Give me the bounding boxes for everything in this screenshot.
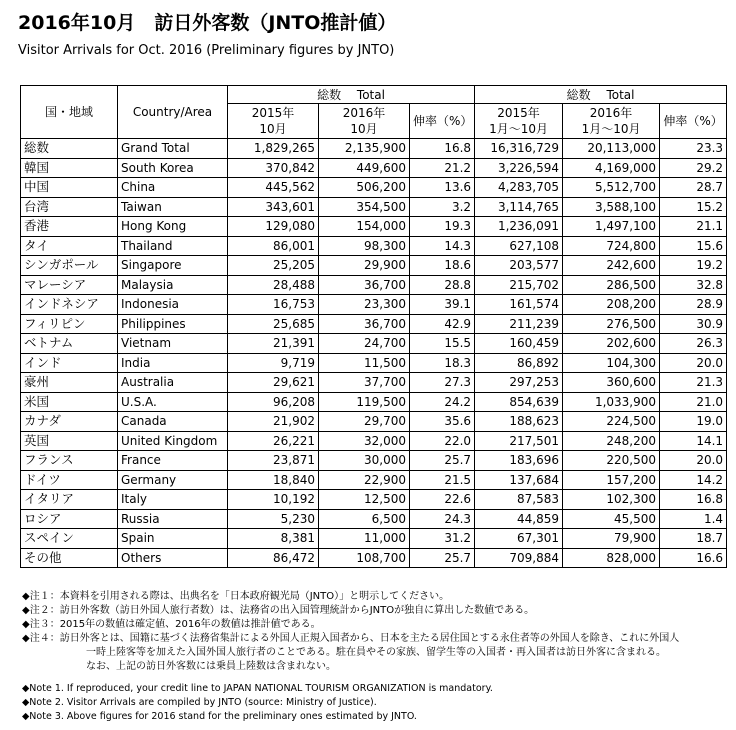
header-cum-2016-line1: 2016年 — [589, 106, 633, 120]
table-row — [21, 197, 727, 217]
ytd-growth-cell: 26.3 — [660, 334, 727, 354]
ytd-growth-cell: 15.6 — [660, 236, 727, 256]
ytd-2015-cell: 211,239 — [475, 314, 563, 334]
region-en-cell: Italy — [118, 490, 228, 510]
ytd-growth-cell: 16.8 — [660, 490, 727, 510]
ytd-2015-cell: 161,574 — [475, 295, 563, 315]
table-row-total — [21, 139, 727, 159]
region-en-cell: Vietnam — [118, 334, 228, 354]
region-en-cell: Singapore — [118, 256, 228, 276]
ytd-growth-cell: 20.0 — [660, 353, 727, 373]
header-month-2016-line1: 2016年 — [342, 106, 386, 120]
region-jp-cell: 米国 — [21, 392, 118, 412]
notes-japanese — [22, 590, 722, 674]
table-row — [21, 451, 727, 471]
ytd-2016-cell: 1,497,100 — [563, 217, 660, 237]
oct-growth-cell: 19.3 — [410, 217, 475, 237]
ytd-2015-cell: 709,884 — [475, 548, 563, 568]
header-month-2015-line1: 2015年 — [251, 106, 295, 120]
oct-2015-cell: 8,381 — [228, 529, 319, 549]
ytd-growth-cell: 32.8 — [660, 275, 727, 295]
region-en-cell: Thailand — [118, 236, 228, 256]
table-row — [21, 509, 727, 529]
ytd-2015-cell: 854,639 — [475, 392, 563, 412]
region-en-cell: Indonesia — [118, 295, 228, 315]
ytd-2016-cell: 102,300 — [563, 490, 660, 510]
region-en-cell: Canada — [118, 412, 228, 432]
ytd-growth-cell: 15.2 — [660, 197, 727, 217]
ytd-2015-cell: 44,859 — [475, 509, 563, 529]
note-en-2: ◆Note 2. Visitor Arrivals are compiled by JNTO (source: Ministry of Justice). — [22, 697, 377, 708]
region-en-cell: Taiwan — [118, 197, 228, 217]
oct-2016-cell: 108,700 — [319, 548, 410, 568]
ytd-2015-cell: 87,583 — [475, 490, 563, 510]
oct-2015-cell: 96,208 — [228, 392, 319, 412]
region-en-cell: India — [118, 353, 228, 373]
note-jp-2: ◆注２：訪日外客数（訪日外国人旅行者数）は、法務省の出入国管理統計からJNTOが独自に算出した数値である。 — [22, 605, 535, 616]
oct-2015-cell: 25,685 — [228, 314, 319, 334]
oct-2015-cell: 129,080 — [228, 217, 319, 237]
table-row — [21, 295, 727, 315]
ytd-2015-cell: 3,114,765 — [475, 197, 563, 217]
oct-2015-cell: 86,472 — [228, 548, 319, 568]
oct-2015-cell: 10,192 — [228, 490, 319, 510]
ytd-2016-cell: 5,512,700 — [563, 178, 660, 198]
oct-growth-cell: 13.6 — [410, 178, 475, 198]
ytd-2016-cell: 828,000 — [563, 548, 660, 568]
oct-2016-cell: 154,000 — [319, 217, 410, 237]
oct-growth-cell: 39.1 — [410, 295, 475, 315]
oct-2015-cell: 9,719 — [228, 353, 319, 373]
ytd-2016-cell: 224,500 — [563, 412, 660, 432]
region-en-cell: France — [118, 451, 228, 471]
ytd-growth-cell: 16.6 — [660, 548, 727, 568]
ytd-2016-cell: 276,500 — [563, 314, 660, 334]
oct-2016-cell: 98,300 — [319, 236, 410, 256]
region-en-cell: Hong Kong — [118, 217, 228, 237]
ytd-growth-cell: 19.2 — [660, 256, 727, 276]
ytd-2015-cell: 67,301 — [475, 529, 563, 549]
ytd-growth-cell: 28.9 — [660, 295, 727, 315]
region-jp-cell: インドネシア — [21, 295, 118, 315]
oct-growth-cell: 22.0 — [410, 431, 475, 451]
oct-2015-cell: 18,840 — [228, 470, 319, 490]
table-row — [21, 412, 727, 432]
oct-growth-cell: 3.2 — [410, 197, 475, 217]
header-region-en: Country/Area — [118, 86, 228, 139]
region-jp-cell: カナダ — [21, 412, 118, 432]
ytd-2016-cell: 20,113,000 — [563, 139, 660, 159]
note-en-1: ◆Note 1. If reproduced, your credit line to JAPAN NATIONAL TOURISM ORGANIZATION is mandatory. — [22, 683, 493, 694]
oct-growth-cell: 24.2 — [410, 392, 475, 412]
ytd-2016-cell: 220,500 — [563, 451, 660, 471]
oct-growth-cell: 14.3 — [410, 236, 475, 256]
region-en-cell: China — [118, 178, 228, 198]
oct-growth-cell: 21.5 — [410, 470, 475, 490]
ytd-2016-cell: 4,169,000 — [563, 158, 660, 178]
ytd-growth-cell: 21.0 — [660, 392, 727, 412]
table-row — [21, 178, 727, 198]
page-subtitle: Visitor Arrivals for Oct. 2016 (Preliminary figures by JNTO) — [18, 43, 395, 58]
header-month-2016-line2: 10月 — [350, 122, 378, 136]
oct-2016-cell: 449,600 — [319, 158, 410, 178]
oct-growth-cell: 31.2 — [410, 529, 475, 549]
region-jp-cell: タイ — [21, 236, 118, 256]
region-jp-cell: シンガポール — [21, 256, 118, 276]
table-row — [21, 470, 727, 490]
ytd-2015-cell: 215,702 — [475, 275, 563, 295]
region-jp-cell: 香港 — [21, 217, 118, 237]
oct-2015-cell: 26,221 — [228, 431, 319, 451]
region-en-cell: U.S.A. — [118, 392, 228, 412]
oct-2015-cell: 343,601 — [228, 197, 319, 217]
region-jp-cell: その他 — [21, 548, 118, 568]
oct-2016-cell: 11,000 — [319, 529, 410, 549]
table-row — [21, 158, 727, 178]
oct-2015-cell: 21,902 — [228, 412, 319, 432]
note-jp-4: ◆注４：訪日外客とは、国籍に基づく法務省集計による外国人正規入国者から、日本を主たる居住国とする永住者等の外国人を除き、これに外国人 — [22, 633, 680, 644]
oct-2016-cell: 36,700 — [319, 275, 410, 295]
oct-2016-cell: 32,000 — [319, 431, 410, 451]
table-row — [21, 373, 727, 393]
region-jp-cell: ドイツ — [21, 470, 118, 490]
header-cum-2015-line2: 1月～10月 — [489, 122, 548, 136]
oct-2016-cell: 6,500 — [319, 509, 410, 529]
region-jp-cell: イタリア — [21, 490, 118, 510]
header-cum-2016-line2: 1月～10月 — [581, 122, 641, 136]
oct-2015-cell: 28,488 — [228, 275, 319, 295]
oct-2016-cell: 119,500 — [319, 392, 410, 412]
oct-growth-cell: 22.6 — [410, 490, 475, 510]
note-jp-4-cont: 一時上陸客等を加えた入国外国人旅行者のことである。駐在員やその家族、留学生等の入国者・再入国者は訪日外客に含まれる。 — [86, 647, 666, 658]
region-jp-cell: マレーシア — [21, 275, 118, 295]
region-en-cell: Australia — [118, 373, 228, 393]
ytd-2016-cell: 1,033,900 — [563, 392, 660, 412]
ytd-growth-cell: 14.1 — [660, 431, 727, 451]
region-en-cell: United Kingdom — [118, 431, 228, 451]
oct-2015-cell: 5,230 — [228, 509, 319, 529]
ytd-2016-cell: 202,600 — [563, 334, 660, 354]
oct-2015-cell: 16,753 — [228, 295, 319, 315]
region-en-cell: Malaysia — [118, 275, 228, 295]
table-row — [21, 314, 727, 334]
ytd-growth-cell: 30.9 — [660, 314, 727, 334]
header-month-growth: 伸率（%） — [410, 104, 475, 139]
region-en-cell: Grand Total — [118, 139, 228, 159]
region-en-cell: Russia — [118, 509, 228, 529]
ytd-2016-cell: 208,200 — [563, 295, 660, 315]
ytd-2016-cell: 3,588,100 — [563, 197, 660, 217]
ytd-2016-cell: 248,200 — [563, 431, 660, 451]
oct-2016-cell: 12,500 — [319, 490, 410, 510]
header-month-2016 — [319, 104, 410, 139]
region-jp-cell: 台湾 — [21, 197, 118, 217]
oct-growth-cell: 21.2 — [410, 158, 475, 178]
ytd-growth-cell: 19.0 — [660, 412, 727, 432]
ytd-growth-cell: 14.2 — [660, 470, 727, 490]
header-cum-2015-line1: 2015年 — [497, 106, 540, 120]
table-row — [21, 256, 727, 276]
region-jp-cell: インド — [21, 353, 118, 373]
oct-2016-cell: 11,500 — [319, 353, 410, 373]
ytd-2015-cell: 627,108 — [475, 236, 563, 256]
table-row — [21, 275, 727, 295]
oct-2015-cell: 1,829,265 — [228, 139, 319, 159]
oct-2015-cell: 370,842 — [228, 158, 319, 178]
ytd-2016-cell: 724,800 — [563, 236, 660, 256]
header-month-2015 — [228, 104, 319, 139]
region-jp-cell: フランス — [21, 451, 118, 471]
region-jp-cell: 英国 — [21, 431, 118, 451]
oct-growth-cell: 28.8 — [410, 275, 475, 295]
ytd-growth-cell: 21.3 — [660, 373, 727, 393]
ytd-2015-cell: 188,623 — [475, 412, 563, 432]
ytd-2015-cell: 297,253 — [475, 373, 563, 393]
ytd-2016-cell: 286,500 — [563, 275, 660, 295]
oct-2015-cell: 86,001 — [228, 236, 319, 256]
region-jp-cell: ベトナム — [21, 334, 118, 354]
region-jp-cell: 韓国 — [21, 158, 118, 178]
oct-2015-cell: 21,391 — [228, 334, 319, 354]
table-row — [21, 334, 727, 354]
table-row — [21, 548, 727, 568]
oct-2016-cell: 36,700 — [319, 314, 410, 334]
oct-2016-cell: 506,200 — [319, 178, 410, 198]
ytd-growth-cell: 28.7 — [660, 178, 727, 198]
table-row — [21, 431, 727, 451]
region-jp-cell: 豪州 — [21, 373, 118, 393]
region-jp-cell: フィリピン — [21, 314, 118, 334]
region-en-cell: Spain — [118, 529, 228, 549]
oct-2016-cell: 354,500 — [319, 197, 410, 217]
oct-2016-cell: 30,000 — [319, 451, 410, 471]
oct-2015-cell: 25,205 — [228, 256, 319, 276]
oct-2016-cell: 23,300 — [319, 295, 410, 315]
table-row — [21, 236, 727, 256]
header-row-1 — [21, 86, 727, 104]
ytd-growth-cell: 21.1 — [660, 217, 727, 237]
ytd-growth-cell: 18.7 — [660, 529, 727, 549]
table-row — [21, 353, 727, 373]
ytd-growth-cell: 29.2 — [660, 158, 727, 178]
oct-2016-cell: 24,700 — [319, 334, 410, 354]
note-jp-4-cont2: なお、上記の訪日外客数には乗員上陸数は含まれない。 — [86, 661, 336, 672]
header-cum-2015 — [475, 104, 563, 139]
ytd-2015-cell: 160,459 — [475, 334, 563, 354]
ytd-2016-cell: 242,600 — [563, 256, 660, 276]
header-group-cumulative: 総数 Total — [475, 86, 727, 104]
region-en-cell: Philippines — [118, 314, 228, 334]
ytd-2016-cell: 79,900 — [563, 529, 660, 549]
region-jp-cell: 中国 — [21, 178, 118, 198]
oct-2016-cell: 22,900 — [319, 470, 410, 490]
ytd-growth-cell: 20.0 — [660, 451, 727, 471]
header-cum-2016 — [563, 104, 660, 139]
oct-growth-cell: 35.6 — [410, 412, 475, 432]
header-region-jp: 国・地域 — [21, 86, 118, 139]
table-row — [21, 392, 727, 412]
oct-growth-cell: 25.7 — [410, 548, 475, 568]
oct-growth-cell: 25.7 — [410, 451, 475, 471]
visitor-arrivals-table — [20, 85, 727, 568]
ytd-2015-cell: 3,226,594 — [475, 158, 563, 178]
ytd-2015-cell: 203,577 — [475, 256, 563, 276]
notes-english — [22, 682, 493, 724]
oct-2016-cell: 29,900 — [319, 256, 410, 276]
ytd-growth-cell: 1.4 — [660, 509, 727, 529]
ytd-2015-cell: 4,283,705 — [475, 178, 563, 198]
oct-2015-cell: 445,562 — [228, 178, 319, 198]
ytd-2015-cell: 16,316,729 — [475, 139, 563, 159]
ytd-2015-cell: 183,696 — [475, 451, 563, 471]
oct-2016-cell: 2,135,900 — [319, 139, 410, 159]
ytd-2015-cell: 217,501 — [475, 431, 563, 451]
table-row — [21, 490, 727, 510]
header-cum-growth: 伸率（%） — [660, 104, 727, 139]
ytd-2016-cell: 104,300 — [563, 353, 660, 373]
ytd-2016-cell: 157,200 — [563, 470, 660, 490]
oct-2016-cell: 37,700 — [319, 373, 410, 393]
oct-growth-cell: 42.9 — [410, 314, 475, 334]
region-en-cell: Germany — [118, 470, 228, 490]
oct-2016-cell: 29,700 — [319, 412, 410, 432]
region-en-cell: Others — [118, 548, 228, 568]
table-row — [21, 529, 727, 549]
oct-growth-cell: 16.8 — [410, 139, 475, 159]
ytd-2016-cell: 360,600 — [563, 373, 660, 393]
ytd-growth-cell: 23.3 — [660, 139, 727, 159]
note-en-3: ◆Note 3. Above figures for 2016 stand for the preliminary ones estimated by JNTO. — [22, 711, 417, 722]
table-row — [21, 217, 727, 237]
page-title: 2016年10月 訪日外客数（JNTO推計値） — [18, 12, 397, 34]
ytd-2015-cell: 137,684 — [475, 470, 563, 490]
oct-growth-cell: 18.6 — [410, 256, 475, 276]
oct-growth-cell: 27.3 — [410, 373, 475, 393]
region-jp-cell: ロシア — [21, 509, 118, 529]
note-jp-1: ◆注１：本資料を引用される際は、出典名を「日本政府観光局（JNTO）」と明示してください。 — [22, 591, 450, 602]
oct-2015-cell: 23,871 — [228, 451, 319, 471]
oct-growth-cell: 15.5 — [410, 334, 475, 354]
oct-growth-cell: 18.3 — [410, 353, 475, 373]
ytd-2015-cell: 86,892 — [475, 353, 563, 373]
header-month-2015-line2: 10月 — [259, 122, 287, 136]
oct-2015-cell: 29,621 — [228, 373, 319, 393]
region-jp-cell: 総数 — [21, 139, 118, 159]
region-jp-cell: スペイン — [21, 529, 118, 549]
oct-growth-cell: 24.3 — [410, 509, 475, 529]
header-group-month: 総数 Total — [228, 86, 475, 104]
region-en-cell: South Korea — [118, 158, 228, 178]
ytd-2016-cell: 45,500 — [563, 509, 660, 529]
note-jp-3: ◆注３：2015年の数値は確定値、2016年の数値は推計値である。 — [22, 619, 321, 630]
ytd-2015-cell: 1,236,091 — [475, 217, 563, 237]
